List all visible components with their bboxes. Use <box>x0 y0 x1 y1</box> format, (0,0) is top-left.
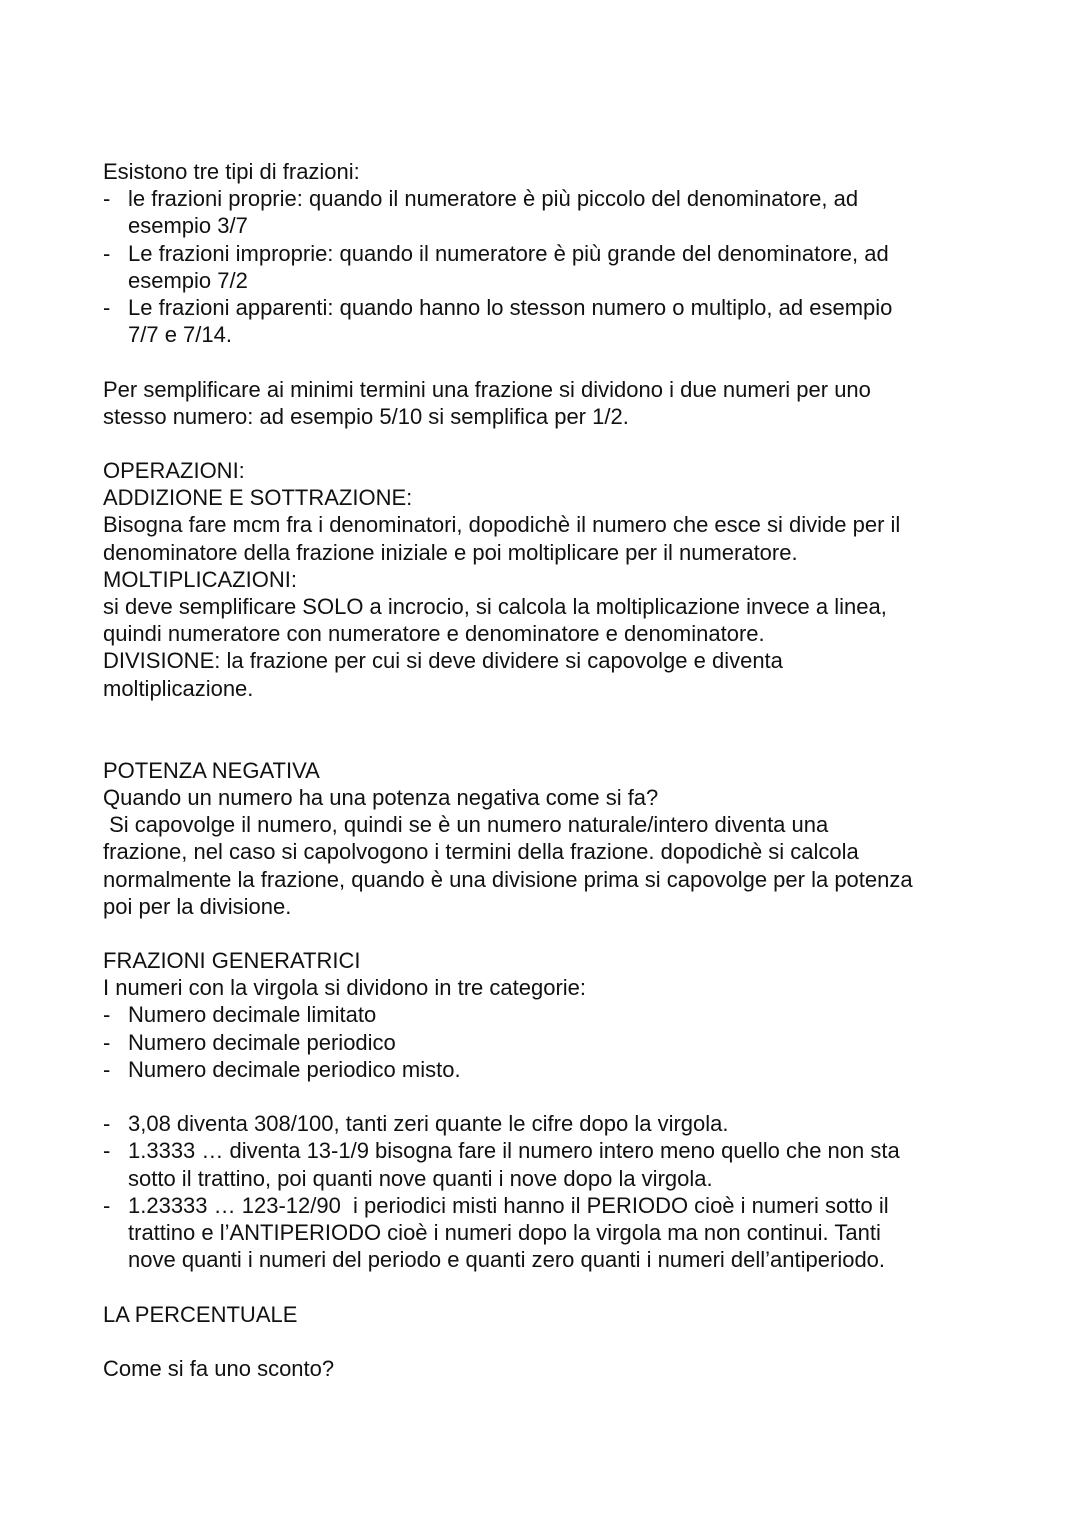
text-line: frazione, nel caso si capolvogono i termini della frazione. dopodichè si calcola <box>103 839 859 865</box>
text-line: Numero decimale limitato <box>128 1002 377 1028</box>
bullet-dash: - <box>103 1056 111 1082</box>
text-line: 1.23333 … 123-12/90 i periodici misti hanno il PERIODO cioè i numeri sotto il <box>128 1192 889 1218</box>
list-item <box>103 240 1003 294</box>
text-line: nove quanti i numeri del periodo e quanti zero quanti i numeri dell’antiperiodo. <box>128 1247 886 1273</box>
bullet-dash: - <box>103 294 111 320</box>
section-heading: POTENZA NEGATIVA <box>103 757 320 783</box>
bullet-dash: - <box>103 1002 111 1028</box>
list-item <box>103 1137 1003 1191</box>
list-item <box>103 1192 1003 1274</box>
list-item <box>103 1029 1003 1056</box>
list-item <box>103 1110 1003 1137</box>
section-heading: FRAZIONI GENERATRICI <box>103 948 361 974</box>
text-line: moltiplicazione. <box>103 675 254 701</box>
document-page <box>103 158 1003 1382</box>
text-line: trattino e l’ANTIPERIODO cioè i numeri dopo la virgola ma non continui. Tanti <box>128 1219 881 1245</box>
section-heading: Esistono tre tipi di frazioni: <box>103 159 360 184</box>
bullet-dash: - <box>103 1029 111 1055</box>
text-line: Le frazioni apparenti: quando hanno lo stesson numero o multiplo, ad esempio <box>128 294 893 320</box>
text-line: Numero decimale periodico misto. <box>128 1056 461 1082</box>
bullet-dash: - <box>103 1111 111 1137</box>
bullet-dash: - <box>103 1192 111 1218</box>
bullet-dash: - <box>103 240 111 266</box>
text-line: si deve semplificare SOLO a incrocio, si calcola la moltiplicazione invece a linea, <box>103 594 887 619</box>
bullet-dash: - <box>103 186 111 212</box>
subheading: MOLTIPLICAZIONI: <box>103 566 297 592</box>
text-line: poi per la divisione. <box>103 893 292 919</box>
text-line: DIVISIONE: la frazione per cui si deve dividere si capovolge e diventa <box>103 648 783 674</box>
negative-power-section <box>103 757 1003 920</box>
text-line: I numeri con la virgola si dividono in tre categorie: <box>103 975 587 1001</box>
text-line: stesso numero: ad esempio 5/10 si semplifica per 1/2. <box>103 403 629 429</box>
text-line: Per semplificare ai minimi termini una frazione si dividono i due numeri per uno <box>103 376 871 402</box>
text-line: Numero decimale periodico <box>128 1029 396 1055</box>
simplify-paragraph <box>103 376 1003 430</box>
text-line: sotto il trattino, poi quanti nove quanti i nove dopo la virgola. <box>128 1165 713 1191</box>
generating-fractions-section <box>103 947 1003 1273</box>
text-line: quindi numeratore con numeratore e denominatore e denominatore. <box>103 621 765 647</box>
text-line: Come si fa uno sconto? <box>103 1355 335 1381</box>
text-line: 7/7 e 7/14. <box>128 322 232 348</box>
text-line: 3,08 diventa 308/100, tanti zeri quante le cifre dopo la virgola. <box>128 1111 729 1137</box>
text-line: esempio 3/7 <box>128 213 248 239</box>
list-item <box>103 185 1003 239</box>
section-heading: OPERAZIONI: <box>103 458 245 484</box>
text-line: Bisogna fare mcm fra i denominatori, dopodichè il numero che esce si divide per il <box>103 512 901 538</box>
text-line: Quando un numero ha una potenza negativa come si fa? <box>103 784 659 810</box>
text-line: normalmente la frazione, quando è una divisione prima si capovolge per la potenza <box>103 866 913 892</box>
section-heading: LA PERCENTUALE <box>103 1301 298 1327</box>
list-item <box>103 1001 1003 1028</box>
text-line: esempio 7/2 <box>128 267 248 293</box>
percentage-section <box>103 1301 1003 1383</box>
text-line: 1.3333 … diventa 13-1/9 bisogna fare il numero intero meno quello che non sta <box>128 1138 900 1164</box>
text-line: Si capovolge il numero, quindi se è un numero naturale/intero diventa una <box>103 812 829 838</box>
bullet-dash: - <box>103 1138 111 1164</box>
operations-section <box>103 457 1003 702</box>
text-line: denominatore della frazione iniziale e poi moltiplicare per il numeratore. <box>103 539 798 565</box>
text-line: Le frazioni improprie: quando il numeratore è più grande del denominatore, ad <box>128 240 889 266</box>
text-line: le frazioni proprie: quando il numeratore è più piccolo del denominatore, ad <box>128 186 859 212</box>
list-item <box>103 1056 1003 1083</box>
fraction-types-section <box>103 158 1003 348</box>
subheading: ADDIZIONE E SOTTRAZIONE: <box>103 485 413 511</box>
list-item <box>103 294 1003 348</box>
